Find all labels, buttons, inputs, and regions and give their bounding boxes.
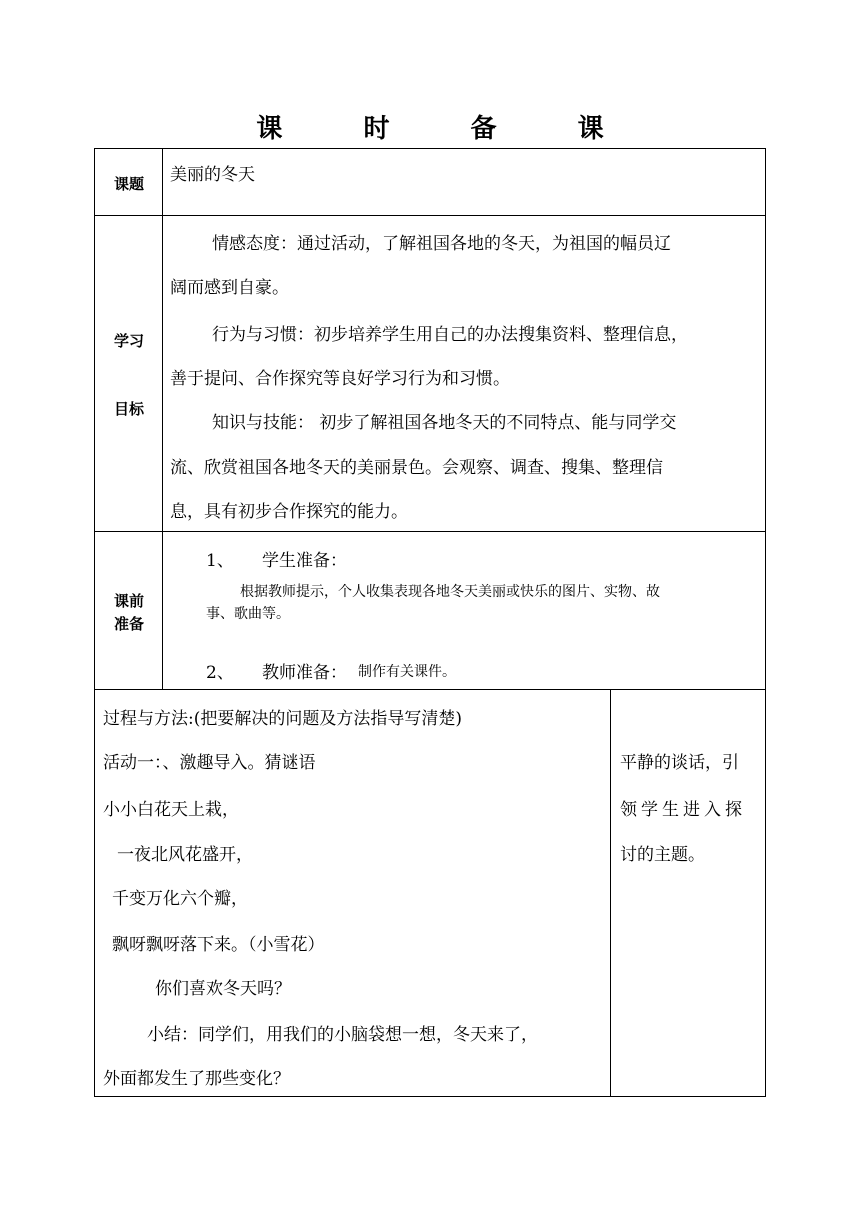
prep-item2-number: 2、 <box>206 663 234 683</box>
prep-item1-detail-line1: 根据教师提示，个人收集表现各地冬天美丽或快乐的图片、实物、故 <box>240 584 660 600</box>
note-line2: 领学生进入探 <box>620 800 746 820</box>
table-border-right <box>765 148 766 1097</box>
prep-item2-detail: 制作有关课件。 <box>358 664 456 680</box>
riddle-line-2: 一夜北风花盛开， <box>117 845 253 865</box>
row-divider-topic <box>94 215 766 216</box>
summary-line1: 小结：同学们，用我们的小脑袋想一想，冬天来了， <box>147 1025 538 1045</box>
goal-knowledge-line2: 流、欣赏祖国各地冬天的美丽景色。会观察、调查、搜集、整理信 <box>170 458 663 478</box>
page-title: 课 时 备 课 <box>256 114 640 144</box>
note-line3: 讨的主题。 <box>620 845 705 865</box>
prep-item2-title: 教师准备： <box>262 663 347 683</box>
goals-label-line1: 学习 <box>113 332 144 350</box>
summary-line2: 外面都发生了那些变化？ <box>103 1069 290 1089</box>
prep-item1-detail-line2: 事、歌曲等。 <box>206 606 290 622</box>
goal-knowledge-line3: 息，具有初步合作探究的能力。 <box>170 502 408 522</box>
question: 你们喜欢冬天吗？ <box>155 979 291 999</box>
goal-behavior-line1: 行为与习惯：初步培养学生用自己的办法搜集资料、整理信息， <box>212 325 688 345</box>
row-divider-goals <box>94 531 766 532</box>
riddle-line-3: 千变万化六个瓣， <box>112 889 248 909</box>
topic-label: 课题 <box>113 175 144 193</box>
activity-one: 活动一：、激趣导入。猜谜语 <box>103 753 316 773</box>
riddle-line-1: 小小白花天上栽， <box>103 800 239 820</box>
note-line1: 平静的谈话，引 <box>620 753 739 773</box>
process-heading: 过程与方法:(把要解决的问题及方法指导写清楚) <box>103 709 462 729</box>
notes-column-divider <box>610 689 611 1097</box>
prep-label-line2: 准备 <box>113 615 144 633</box>
topic-value: 美丽的冬天 <box>170 165 255 185</box>
goal-knowledge-line1: 知识与技能： 初步了解祖国各地冬天的不同特点、能与同学交 <box>212 413 677 433</box>
goals-label-line2: 目标 <box>113 400 144 418</box>
prep-item1-title: 学生准备： <box>262 551 347 571</box>
table-border-bottom <box>94 1096 766 1097</box>
riddle-line-4: 飘呀飘呀落下来。（小雪花） <box>112 935 325 955</box>
row-divider-prep <box>94 689 766 690</box>
prep-label-line1: 课前 <box>113 592 144 610</box>
goal-affect-line2: 阔而感到自豪。 <box>170 278 289 298</box>
table-border-top <box>94 148 766 149</box>
prep-item1-number: 1、 <box>206 551 234 571</box>
goal-affect-line1: 情感态度：通过活动，了解祖国各地的冬天，为祖国的幅员辽 <box>212 234 671 254</box>
goal-behavior-line2: 善于提问、合作探究等良好学习行为和习惯。 <box>170 369 510 389</box>
